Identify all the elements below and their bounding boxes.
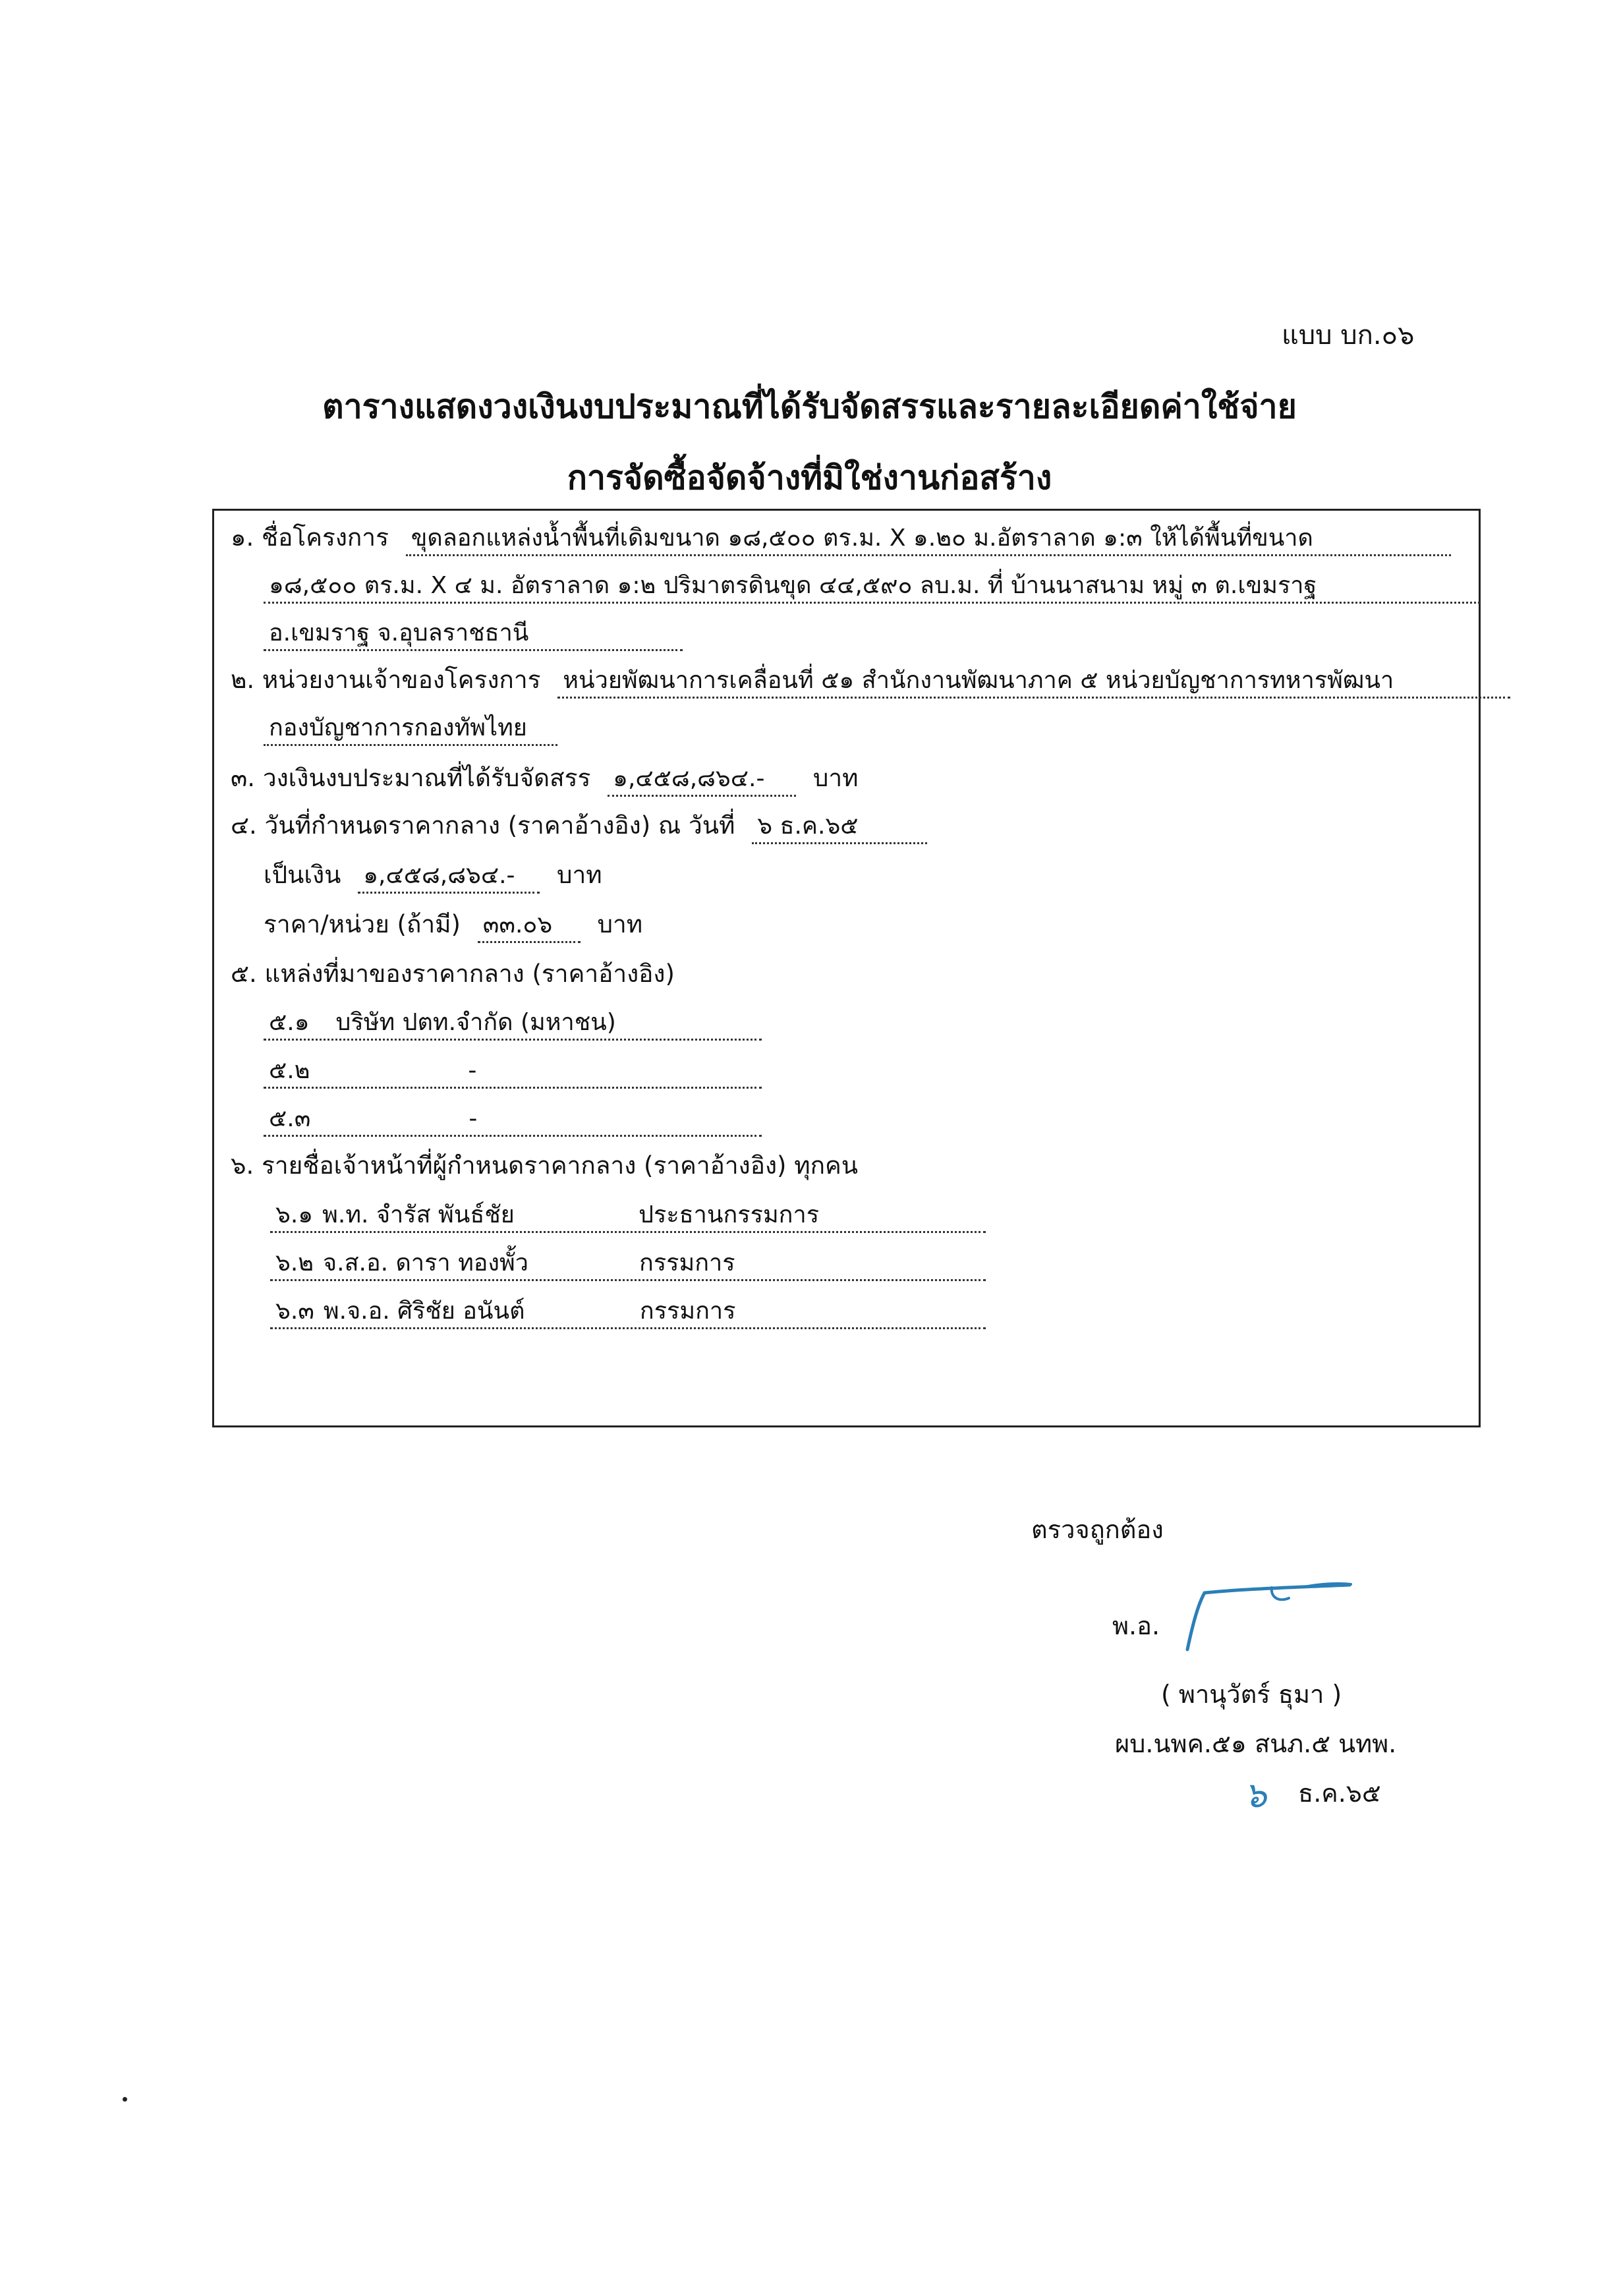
member-3-role: กรรมการ [639, 1298, 736, 1325]
item4-amount-label: เป็นเงิน [264, 861, 341, 889]
document-subtitle: การจัดซื้อจัดจ้างที่มิใช่งานก่อสร้าง [567, 459, 1052, 497]
item1-value-line3: อ.เขมราฐ จ.อุบลราชธานี [264, 621, 683, 651]
item2-row2 [264, 715, 557, 746]
signer-position: ผบ.นพค.๕๑ สนภ.๕ นทพ. [1115, 1729, 1397, 1758]
item3-unit: บาท [812, 764, 859, 792]
item4-amount: ๑,๔๕๘,๘๖๔.- [358, 864, 540, 894]
item4-row2 [264, 863, 602, 894]
member-2-name: จ.ส.อ. ดารา ทองพั้ว [323, 1249, 528, 1277]
item5-source-1 [264, 1010, 762, 1041]
signer-name: ( พานุวัตร์ ธุมา ) [1161, 1680, 1342, 1709]
item4-unit-price-unit: บาท [597, 910, 643, 938]
signed-date: ธ.ค.๖๕ [1298, 1779, 1381, 1808]
document-title: ตารางแสดงวงเงินงบประมาณที่ได้รับจัดสรรและรายละเอียดค่าใช้จ่าย [322, 387, 1297, 426]
scan-speck [123, 2097, 127, 2102]
item3-value: ๑,๔๕๘,๘๖๔.- [608, 767, 796, 797]
item5-source-2-num: ๕.๒ [269, 1057, 310, 1084]
item2-row1 [231, 668, 1510, 699]
item4-label: ๔. วันที่กำหนดราคากลาง (ราคาอ้างอิง) ณ วันที่ [231, 811, 735, 840]
item6-member-1 [270, 1202, 986, 1233]
item4-amount-unit: บาท [556, 861, 602, 889]
item5-heading: ๕. แหล่งที่มาของราคากลาง (ราคาอ้างอิง) [231, 960, 675, 988]
item5-source-1-num: ๕.๑ [269, 1009, 310, 1036]
item1-row1 [231, 525, 1451, 556]
item4-row3 [264, 912, 642, 943]
item4-unit-price-label: ราคา/หน่วย (ถ้ามี) [264, 910, 461, 938]
item6-member-2 [270, 1250, 986, 1281]
item6-heading: ๖. รายชื่อเจ้าหน้าที่ผู้กำหนดราคากลาง (ราคาอ้างอิง) ทุกคน [231, 1151, 859, 1180]
item5-source-2 [264, 1058, 762, 1089]
item5-source-3-value: - [469, 1105, 478, 1132]
item1-label: ๑. ชื่อโครงการ [231, 523, 389, 552]
item6-member-3 [270, 1298, 986, 1329]
member-1-name: พ.ท. จำรัส พันธ์ชัย [322, 1201, 515, 1228]
item4-row1 [231, 813, 927, 844]
signer-rank: พ.อ. [1112, 1611, 1160, 1640]
item1-value-line1: ขุดลอกแหล่งน้ำพื้นที่เดิมขนาด ๑๘,๕๐๐ ตร.ม. X ๑.๒๐ ม.อัตราลาด ๑:๓ ให้ได้พื้นที่ขนาด [406, 527, 1451, 556]
member-3-num: ๖.๓ [275, 1298, 314, 1325]
item2-value-line1: หน่วยพัฒนาการเคลื่อนที่ ๕๑ สำนักงานพัฒนาภาค ๕ หน่วยบัญชาการทหารพัฒนา [557, 669, 1510, 699]
member-2-role: กรรมการ [639, 1249, 735, 1277]
form-code: แบบ บก.๐๖ [1282, 320, 1415, 351]
member-1-role: ประธานกรรมการ [639, 1201, 820, 1228]
member-2-num: ๖.๒ [275, 1249, 314, 1277]
item1-row3 [264, 620, 683, 651]
item4-date: ๖ ธ.ค.๖๕ [752, 815, 927, 844]
member-1-num: ๖.๑ [275, 1201, 314, 1228]
certify-label: ตรวจถูกต้อง [1031, 1515, 1164, 1544]
item5-source-3 [264, 1106, 762, 1137]
item5-source-1-value: บริษัท ปตท.จำกัด (มหาชน) [335, 1009, 616, 1036]
item3-row [231, 766, 859, 797]
item4-unit-price: ๓๓.๐๖ [478, 913, 581, 943]
item1-value-line2: ๑๘,๕๐๐ ตร.ม. X ๔ ม. อัตราลาด ๑:๒ ปริมาตรดินขุด ๔๔,๕๙๐ ลบ.ม. ที่ บ้านนาสนาม หมู่ ๓ ต.เขมราฐ [264, 574, 1480, 604]
signature-mark [1173, 1578, 1357, 1657]
item2-label: ๒. หน่วยงานเจ้าของโครงการ [231, 666, 541, 694]
item5-source-2-value: - [468, 1057, 477, 1084]
item2-value-line2: กองบัญชาการกองทัพไทย [264, 716, 557, 746]
item5-source-3-num: ๕.๓ [269, 1105, 311, 1132]
item3-label: ๓. วงเงินงบประมาณที่ได้รับจัดสรร [231, 764, 591, 792]
member-3-name: พ.จ.อ. ศิริชัย อนันต์ [323, 1298, 525, 1325]
signed-day: ๖ [1244, 1774, 1267, 1816]
item1-row2 [264, 573, 1480, 604]
